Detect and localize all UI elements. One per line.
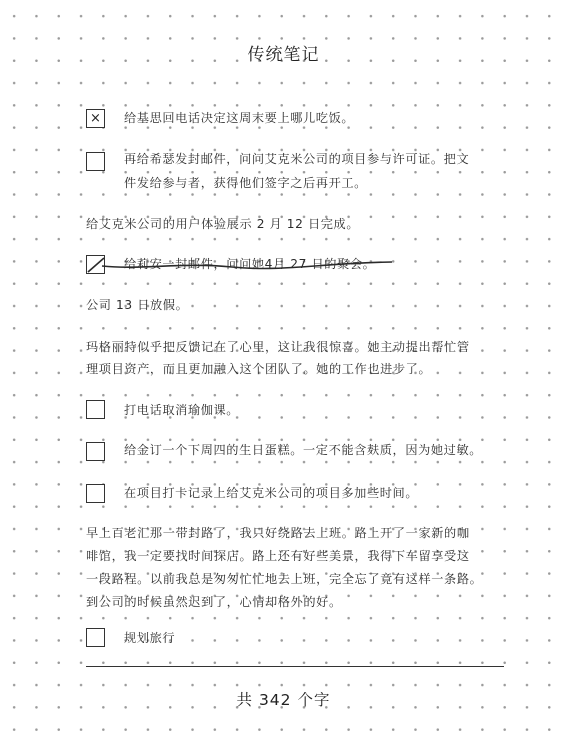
strikethrough-scribble [82,250,402,280]
task-text-struck: 给莉安一封邮件，问问她4月 27 日的聚会。 [124,257,376,271]
task-text: 规划旅行 [124,631,176,645]
note-text-line: 早上百老汇那一带封路了，我只好绕路去上班。路上开了一家新的咖 [86,526,470,540]
check-x-icon: × [90,111,101,126]
note-text-line: 啡馆，我一定要找时间探店。路上还有好些美景，我得下车留享受这 [86,549,470,563]
note-text-line: 玛格丽特似乎把反馈记在了心里，这让我很惊喜。她主动提出帮忙管 [86,340,470,354]
task-text: 给金订一个下周四的生日蛋糕。一定不能含麸质，因为她过敏。 [124,443,483,457]
task-text-line: 件发给参与者，获得他们签字之后再开工。 [124,176,367,190]
checkbox-unchecked[interactable] [86,442,105,461]
word-count: 共 342 个字 [236,691,331,709]
task-text: 打电话取消瑜伽课。 [124,403,240,417]
divider-line [86,666,504,667]
note-text-line: 一段路程。以前我总是匆匆忙忙地去上班，完全忘了竟有这样一条路。 [86,572,483,586]
note-text-line: 到公司的时候虽然迟到了，心情却格外的好。 [86,595,342,609]
task-text: 给基思回电话决定这周末要上哪儿吃饭。 [124,111,355,125]
checkbox-checked[interactable] [86,109,105,128]
note-text-line: 理项目资产，而且更加融入这个团队了。她的工作也进步了。 [86,362,432,376]
page-title: 传统笔记 [247,45,320,65]
checkbox-unchecked[interactable] [86,628,105,647]
task-text: 在项目打卡记录上给艾克米公司的项目多加些时间。 [124,486,419,500]
checkbox-unchecked[interactable] [86,152,105,171]
checkbox-unchecked[interactable] [86,400,105,419]
checkbox-unchecked[interactable] [86,484,105,503]
task-text-line: 再给希瑟发封邮件，问问艾克米公司的项目参与许可证。把文 [124,152,470,166]
note-text: 公司 13 日放假。 [86,298,189,312]
note-text: 给艾克米公司的用户体验展示 2 月 12 日完成。 [86,217,360,231]
